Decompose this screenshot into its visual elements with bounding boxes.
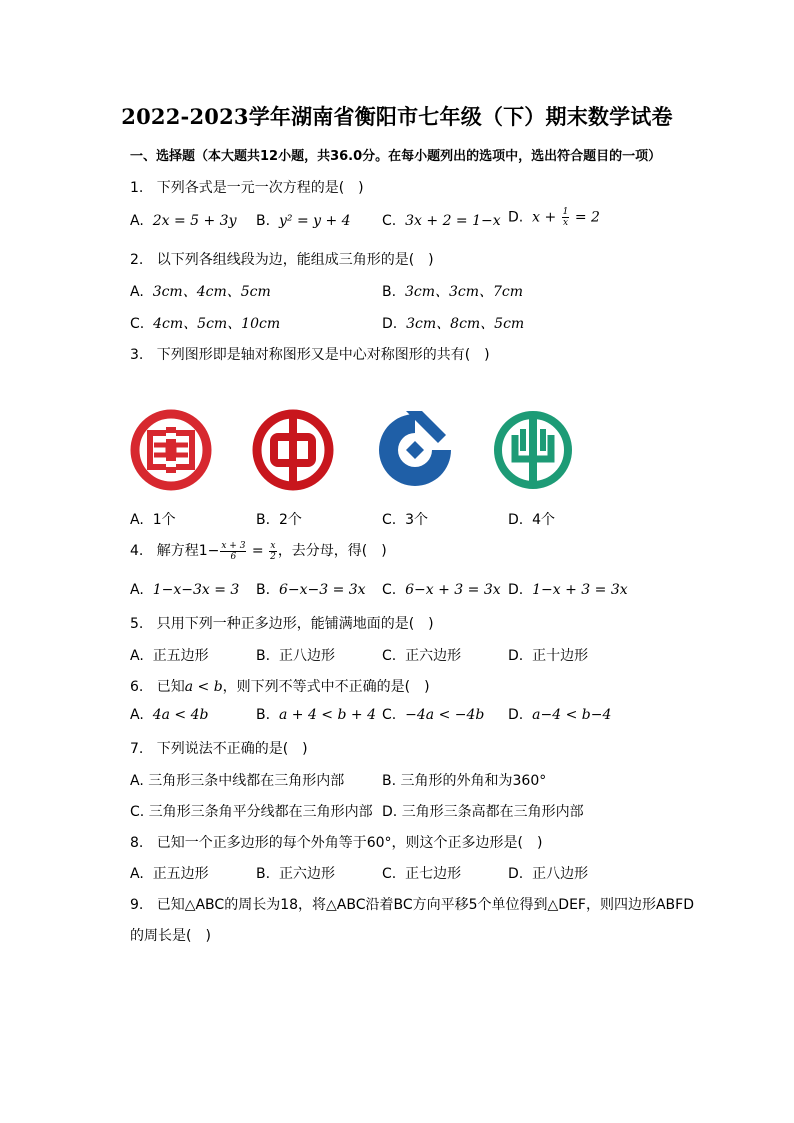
option-c (130, 313, 280, 333)
option-text: 4a < 4b (152, 707, 209, 723)
fraction-denominator: 2 (270, 551, 276, 562)
option-letter: C. (130, 316, 145, 332)
question-stem: ，去分母，得( ) (277, 543, 387, 559)
option-text: 正六边形 (278, 866, 335, 882)
option-letter: C. (382, 648, 397, 664)
question-9 (130, 894, 694, 914)
bank-logos (128, 407, 578, 497)
question-number: 7. (130, 741, 144, 757)
option-letter: D. (508, 648, 524, 664)
fraction-numerator: 1 (562, 207, 569, 217)
option-letter: C. (382, 866, 397, 882)
abc-logo-icon (490, 407, 576, 493)
question-stem: 的周长是( ) (130, 928, 211, 944)
option-letter: B. (256, 512, 271, 528)
option-text: 三角形的外角和为360° (400, 773, 547, 789)
question-stem: 已知△ABC的周长为18，将△ABC沿着BC方向平移5个单位得到△DEF，则四边形ABFD (156, 897, 694, 913)
option-letter: D. (508, 512, 524, 528)
option-a (130, 509, 176, 529)
option-b (256, 863, 335, 883)
option-letter: A. (130, 773, 144, 789)
question-stem: 下列说法不正确的是( ) (156, 741, 308, 757)
option-text: 1−x−3x = 3 (152, 582, 240, 598)
question-number: 6. (130, 679, 144, 695)
option-text: 正十边形 (532, 648, 589, 664)
option-text: = 2 (570, 209, 600, 226)
option-letter: D. (382, 316, 398, 332)
fraction (220, 541, 246, 562)
option-text: 3x + 2 = 1−x (405, 213, 501, 229)
option-b (256, 707, 376, 723)
option-letter: C. (130, 804, 145, 820)
question-stem: a < b (184, 679, 223, 695)
option-a (130, 281, 271, 301)
option-text: 2x = 5 + 3y (152, 213, 237, 229)
option-text: 2个 (278, 512, 302, 528)
option-c (382, 213, 501, 229)
question-stem: = (247, 543, 269, 559)
question-number: 9. (130, 897, 144, 913)
option-a (130, 645, 209, 665)
option-d (508, 207, 600, 228)
option-text: 正八边形 (532, 866, 589, 882)
option-text: 3cm、8cm、5cm (406, 316, 525, 332)
option-c (382, 509, 428, 529)
option-text: 6−x−3 = 3x (278, 582, 366, 598)
option-text: 正五边形 (152, 648, 209, 664)
option-a (130, 707, 208, 723)
option-text: 3cm、3cm、7cm (404, 284, 524, 300)
question-7 (130, 738, 308, 758)
question-stem: 只用下列一种正多边形，能铺满地面的是( ) (156, 616, 434, 632)
option-text: 正六边形 (405, 648, 462, 664)
question-8 (130, 832, 542, 852)
option-letter: D. (382, 804, 398, 820)
option-d (382, 801, 584, 821)
question-1 (130, 177, 364, 197)
option-b (256, 645, 335, 665)
option-b (382, 281, 523, 301)
option-text: 正五边形 (152, 866, 209, 882)
option-text: 1−x + 3 = 3x (532, 582, 628, 598)
option-text: 1个 (152, 512, 176, 528)
option-letter: B. (256, 582, 271, 598)
fraction-numerator: x + 3 (221, 540, 246, 551)
option-text: x + (532, 209, 561, 226)
option-text: 正八边形 (278, 648, 335, 664)
option-letter: C. (382, 707, 397, 723)
question-stem: 下列各式是一元一次方程的是( ) (156, 180, 364, 196)
option-a (130, 582, 239, 598)
question-stem: 下列图形即是轴对称图形又是中心对称图形的共有( ) (156, 347, 490, 363)
option-letter: D. (508, 866, 524, 882)
option-c (382, 582, 501, 598)
ccb-logo-icon (372, 407, 458, 493)
section-heading: 一、选择题（本大题共12小题，共36.0分。在每小题列出的选项中，选出符合题目的一项） (130, 149, 662, 164)
option-letter: A. (130, 866, 144, 882)
option-text: 三角形三条中线都在三角形内部 (148, 773, 345, 789)
question-6 (130, 676, 430, 696)
question-stem: 解方程1− (156, 543, 220, 559)
option-text: 4cm、5cm、10cm (153, 316, 281, 332)
question-number: 2. (130, 252, 144, 268)
question-stem: 以下列各组线段为边，能组成三角形的是( ) (156, 252, 434, 268)
option-letter: A. (130, 213, 144, 229)
fraction (269, 541, 277, 562)
option-c (382, 707, 484, 723)
fraction-denominator: 6 (230, 551, 237, 562)
option-letter: D. (508, 707, 524, 723)
option-text: y² = y + 4 (278, 213, 351, 229)
option-letter: A. (130, 284, 144, 300)
question-number: 4. (130, 543, 144, 559)
option-text: 4个 (532, 512, 556, 528)
option-letter: B. (382, 284, 397, 300)
option-d (508, 645, 588, 665)
option-letter: B. (256, 648, 271, 664)
boc-logo-icon (250, 407, 336, 493)
option-letter: A. (130, 582, 144, 598)
option-d (508, 582, 628, 598)
option-letter: C. (382, 582, 397, 598)
option-c (382, 863, 461, 883)
fraction (562, 207, 570, 228)
option-letter: A. (130, 707, 144, 723)
option-c (130, 801, 373, 821)
option-letter: D. (508, 582, 524, 598)
question-3 (130, 344, 490, 364)
question-stem: 已知 (156, 679, 185, 695)
question-number: 5. (130, 616, 144, 632)
option-text: 三角形三条角平分线都在三角形内部 (148, 804, 373, 820)
option-a (130, 213, 236, 229)
question-number: 3. (130, 347, 144, 363)
option-d (382, 313, 524, 333)
option-letter: B. (382, 773, 397, 789)
option-letter: B. (256, 213, 271, 229)
icbc-logo-icon (128, 407, 214, 493)
option-text: 3个 (405, 512, 429, 528)
option-text: a + 4 < b + 4 (278, 707, 376, 723)
option-letter: D. (508, 209, 524, 226)
page-title: 2022-2023学年湖南省衡阳市七年级（下）期末数学试卷 (121, 104, 673, 129)
option-b (256, 213, 351, 229)
option-d (508, 509, 555, 529)
option-letter: A. (130, 648, 144, 664)
option-text: 3cm、4cm、5cm (152, 284, 271, 300)
question-stem: ，则下列不等式中不正确的是( ) (222, 679, 430, 695)
question-9-continued (130, 925, 211, 945)
question-4 (130, 540, 387, 562)
option-d (508, 863, 588, 883)
option-text: a−4 < b−4 (532, 707, 612, 723)
option-d (508, 707, 611, 723)
option-a (130, 863, 209, 883)
option-text: 6−x + 3 = 3x (405, 582, 501, 598)
question-2 (130, 249, 434, 269)
question-stem: 已知一个正多边形的每个外角等于60°，则这个正多边形是( ) (156, 835, 543, 851)
option-letter: B. (256, 707, 271, 723)
option-b (256, 509, 302, 529)
option-text: 正七边形 (405, 866, 462, 882)
fraction-numerator: x (270, 540, 276, 551)
option-letter: A. (130, 512, 144, 528)
fraction-denominator: x (563, 218, 569, 228)
question-number: 1. (130, 180, 144, 196)
option-letter: B. (256, 866, 271, 882)
question-5 (130, 613, 434, 633)
question-number: 8. (130, 835, 144, 851)
option-b (382, 770, 546, 790)
option-b (256, 582, 366, 598)
option-text: −4a < −4b (405, 707, 485, 723)
option-letter: C. (382, 213, 397, 229)
option-letter: C. (382, 512, 397, 528)
option-a (130, 770, 344, 790)
option-c (382, 645, 461, 665)
option-text: 三角形三条高都在三角形内部 (401, 804, 584, 820)
